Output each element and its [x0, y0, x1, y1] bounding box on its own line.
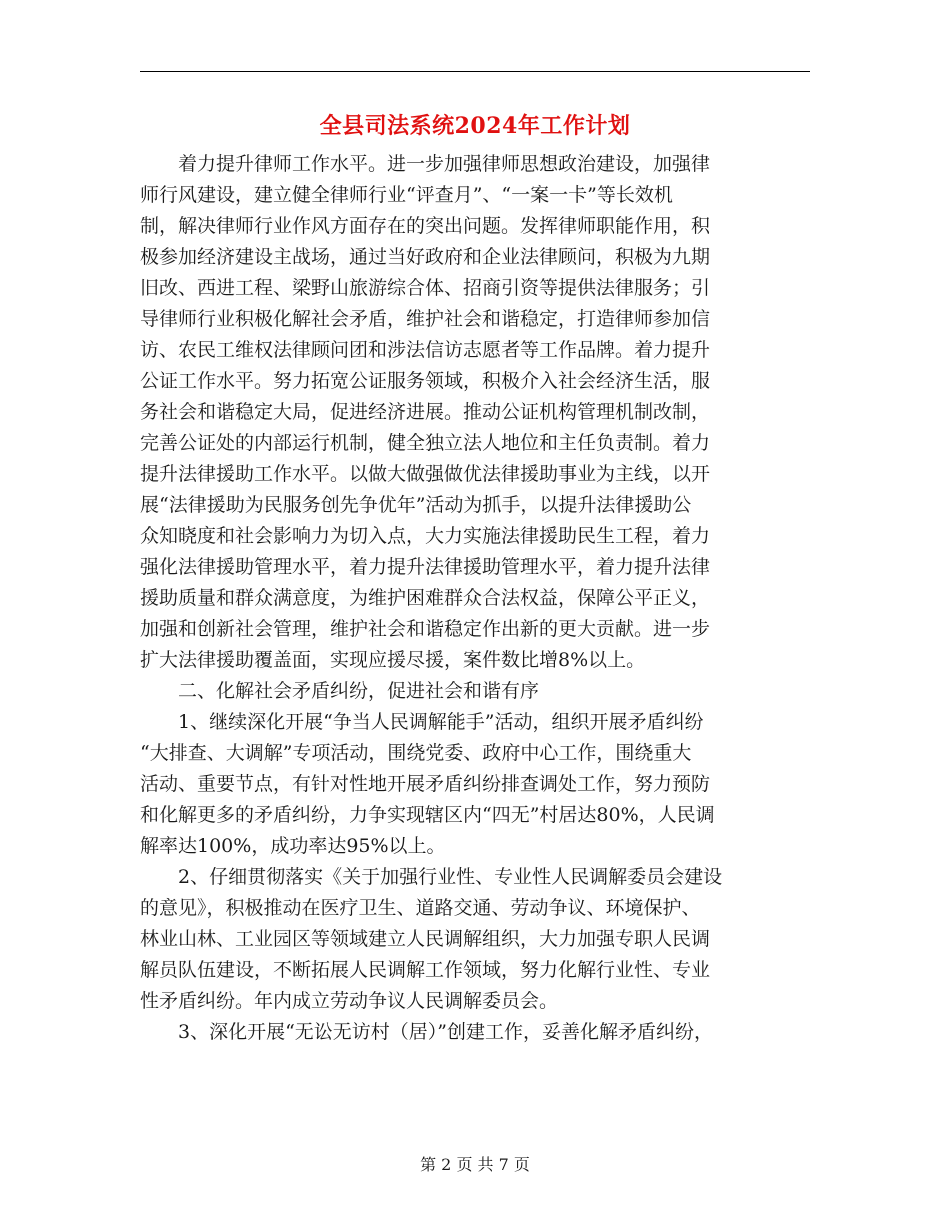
- body-text-line: 展“法律援助为民服务创先争优年”活动为抓手，以提升法律援助公: [140, 494, 692, 516]
- body-text-line: 众知晓度和社会影响力为切入点，大力实施法律援助民生工程，着力: [140, 525, 711, 547]
- body-text-line: 2、仔细贯彻落实《关于加强行业性、专业性人民调解委员会建设: [140, 866, 723, 888]
- body-text-line: 提升法律援助工作水平。以做大做强做优法律援助事业为主线，以开: [140, 463, 711, 485]
- body-text-line: 解员队伍建设，不断拓展人民调解工作领域，努力化解行业性、专业: [140, 959, 711, 981]
- document-body: [140, 149, 814, 1048]
- body-text-line: 扩大法律援助覆盖面，实现应援尽援，案件数比增8%以上。: [140, 649, 646, 671]
- body-text-line: 援助质量和群众满意度，为维护困难群众合法权益，保障公平正义，: [140, 587, 711, 609]
- body-text-line: 解率达100%，成功率达95%以上。: [140, 835, 446, 857]
- body-text-line: 加强和创新社会管理，维护社会和谐稳定作出新的更大贡献。进一步: [140, 618, 711, 640]
- body-text-line: 制，解决律师行业作风方面存在的突出问题。发挥律师职能作用，积: [140, 215, 711, 237]
- body-text-line: 林业山林、工业园区等领域建立人民调解组织，大力加强专职人民调: [140, 928, 711, 950]
- body-text-line: 完善公证处的内部运行机制，健全独立法人地位和主任负责制。着力: [140, 432, 711, 454]
- body-text-line: 性矛盾纠纷。年内成立劳动争议人民调解委员会。: [140, 990, 559, 1012]
- body-text-line: 活动、重要节点，有针对性地开展矛盾纠纷排查调处工作，努力预防: [140, 773, 711, 795]
- header-rule: [140, 71, 810, 72]
- body-text-line: 和化解更多的矛盾纠纷，力争实现辖区内“四无”村居达80%，人民调: [140, 804, 715, 826]
- body-text-line: 着力提升律师工作水平。进一步加强律师思想政治建设，加强律: [140, 153, 711, 175]
- body-text-line: 导律师行业积极化解社会矛盾，维护社会和谐稳定，打造律师参加信: [140, 308, 711, 330]
- body-text-line: 极参加经济建设主战场，通过当好政府和企业法律顾问，积极为九期: [140, 246, 711, 268]
- body-text-line: 访、农民工维权法律顾问团和涉法信访志愿者等工作品牌。着力提升: [140, 339, 711, 361]
- body-text-line: 二、化解社会矛盾纠纷，促进社会和谐有序: [140, 680, 540, 702]
- body-text-line: 的意见》，积极推动在医疗卫生、道路交通、劳动争议、环境保护、: [140, 897, 701, 919]
- document-title: 全县司法系统2024年工作计划: [319, 113, 631, 139]
- body-text-line: 旧改、西进工程、梁野山旅游综合体、招商引资等提供法律服务；引: [140, 277, 711, 299]
- page-footer: [0, 1153, 950, 1177]
- body-text-line: “大排查、大调解”专项活动，围绕党委、政府中心工作，围绕重大: [140, 742, 692, 764]
- body-text-line: 3、深化开展“无讼无访村（居）”创建工作，妥善化解矛盾纠纷，: [140, 1021, 714, 1043]
- body-text-line: 公证工作水平。努力拓宽公证服务领域，积极介入社会经济生活，服: [140, 370, 711, 392]
- body-text-line: 师行风建设，建立健全律师行业“评查月”、“一案一卡”等长效机: [140, 184, 673, 206]
- body-text-line: 务社会和谐稳定大局，促进经济进展。推动公证机构管理机制改制，: [140, 401, 711, 423]
- body-text-line: 1、继续深化开展“争当人民调解能手”活动，组织开展矛盾纠纷: [140, 711, 704, 733]
- body-text-line: 强化法律援助管理水平，着力提升法律援助管理水平，着力提升法律: [140, 556, 711, 578]
- page-number: 第 2 页 共 7 页: [420, 1155, 530, 1174]
